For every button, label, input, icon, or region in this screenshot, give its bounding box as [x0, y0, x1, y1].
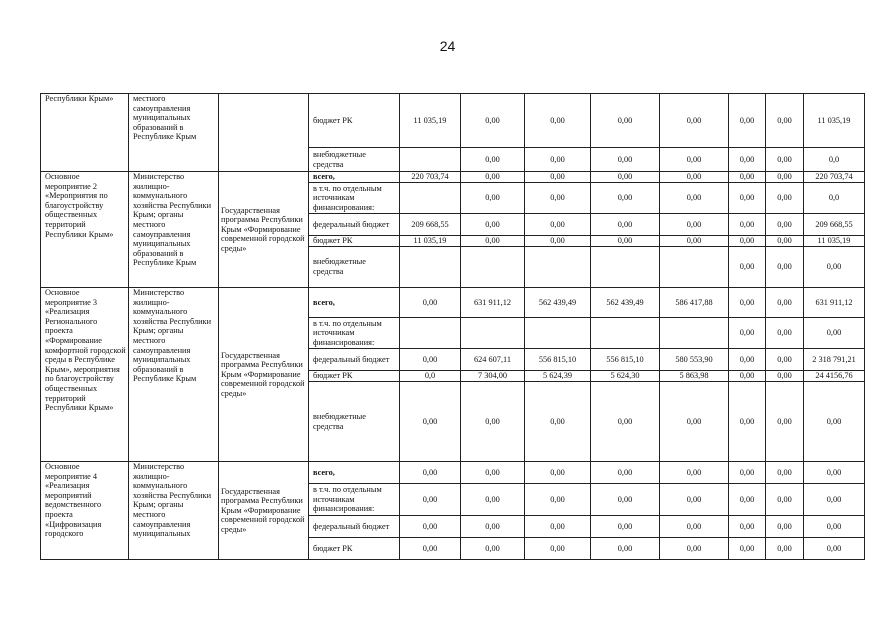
amount-cell: 0,00 — [461, 214, 525, 236]
amount-cell: 0,00 — [461, 538, 525, 560]
amount-cell: 0,00 — [729, 462, 766, 484]
event-name-cell: Основное мероприятие 4 «Реализация мероприятий ведомственного проекта «Цифровизация городского — [41, 462, 129, 560]
amount-cell: 5 863,98 — [660, 371, 729, 382]
amount-cell: 580 553,90 — [660, 349, 729, 371]
amount-cell: 0,00 — [766, 236, 804, 247]
amount-cell: 5 624,39 — [525, 371, 591, 382]
amount-cell — [660, 247, 729, 288]
amount-cell: 0,00 — [729, 247, 766, 288]
amount-cell — [591, 247, 660, 288]
responsible-cell: Министерство жилищно-коммунального хозяйства Республики Крым; органы местного самоуправления муниципальных образований в Республике Крым — [129, 288, 219, 462]
amount-cell: 0,00 — [400, 538, 461, 560]
amount-cell: 0,00 — [766, 183, 804, 214]
amount-cell: 562 439,49 — [525, 288, 591, 318]
amount-cell — [591, 318, 660, 349]
amount-cell: 556 815,10 — [591, 349, 660, 371]
amount-cell: 586 417,88 — [660, 288, 729, 318]
amount-cell: 0,00 — [591, 148, 660, 172]
funding-source-cell: бюджет РК — [309, 236, 400, 247]
amount-cell: 0,00 — [525, 484, 591, 516]
amount-cell: 0,00 — [729, 538, 766, 560]
event-name-cell: Основное мероприятие 2 «Мероприятия по благоустройству общественных территорий Республики Крым» — [41, 172, 129, 288]
amount-cell: 0,00 — [766, 148, 804, 172]
amount-cell — [660, 318, 729, 349]
amount-cell: 624 607,11 — [461, 349, 525, 371]
page-number: 24 — [439, 38, 456, 54]
amount-cell: 0,00 — [461, 94, 525, 148]
amount-cell — [400, 247, 461, 288]
amount-cell: 0,00 — [766, 484, 804, 516]
amount-cell: 631 911,12 — [461, 288, 525, 318]
amount-cell: 0,00 — [766, 172, 804, 183]
amount-cell: 209 668,55 — [804, 214, 865, 236]
funding-source-cell: в т.ч. по отдельным источникам финансирования: — [309, 318, 400, 349]
amount-cell: 209 668,55 — [400, 214, 461, 236]
amount-cell: 0,00 — [660, 148, 729, 172]
amount-cell: 0,00 — [660, 183, 729, 214]
amount-cell: 24 4156,76 — [804, 371, 865, 382]
amount-cell: 0,00 — [525, 538, 591, 560]
amount-cell: 0,00 — [729, 349, 766, 371]
amount-cell: 0,00 — [766, 214, 804, 236]
amount-cell: 0,00 — [804, 382, 865, 462]
table-row — [41, 94, 865, 148]
amount-cell: 0,00 — [591, 462, 660, 484]
table-row — [41, 288, 865, 318]
amount-cell: 0,00 — [660, 516, 729, 538]
amount-cell: 0,00 — [591, 214, 660, 236]
amount-cell: 11 035,19 — [804, 236, 865, 247]
funding-source-cell: бюджет РК — [309, 371, 400, 382]
amount-cell: 11 035,19 — [400, 236, 461, 247]
amount-cell: 0,00 — [400, 516, 461, 538]
amount-cell: 0,00 — [729, 236, 766, 247]
amount-cell: 0,00 — [400, 349, 461, 371]
amount-cell: 0,00 — [660, 94, 729, 148]
funding-source-cell: всего, — [309, 172, 400, 183]
amount-cell: 0,00 — [525, 172, 591, 183]
amount-cell: 0,00 — [660, 236, 729, 247]
amount-cell: 0,00 — [461, 172, 525, 183]
amount-cell: 0,00 — [525, 183, 591, 214]
amount-cell: 0,00 — [525, 214, 591, 236]
amount-cell: 0,00 — [660, 214, 729, 236]
amount-cell — [525, 247, 591, 288]
amount-cell: 0,00 — [729, 516, 766, 538]
amount-cell: 562 439,49 — [591, 288, 660, 318]
funding-source-cell: внебюджетные средства — [309, 148, 400, 172]
amount-cell: 0,00 — [461, 462, 525, 484]
amount-cell: 0,00 — [804, 484, 865, 516]
amount-cell: 0,00 — [400, 382, 461, 462]
table-row — [41, 462, 865, 484]
funding-source-cell: в т.ч. по отдельным источникам финансирования: — [309, 183, 400, 214]
amount-cell: 0,00 — [461, 516, 525, 538]
amount-cell: 0,00 — [729, 382, 766, 462]
responsible-cell: местного самоуправления муниципальных образований в Республике Крым — [129, 94, 219, 172]
amount-cell: 0,00 — [766, 462, 804, 484]
funding-source-cell: внебюджетные средства — [309, 247, 400, 288]
amount-cell: 0,00 — [400, 484, 461, 516]
amount-cell: 0,00 — [766, 382, 804, 462]
amount-cell: 0,00 — [525, 462, 591, 484]
program-cell — [219, 94, 309, 172]
amount-cell: 0,00 — [729, 183, 766, 214]
program-cell: Государственная программа Республики Крым «Формирование современной городской среды» — [219, 172, 309, 288]
amount-cell: 5 624,30 — [591, 371, 660, 382]
funding-source-cell: федеральный бюджет — [309, 214, 400, 236]
amount-cell: 0,00 — [804, 247, 865, 288]
amount-cell: 0,00 — [804, 538, 865, 560]
amount-cell: 0,00 — [525, 382, 591, 462]
amount-cell: 0,00 — [766, 318, 804, 349]
amount-cell: 0,00 — [729, 288, 766, 318]
funding-source-cell: всего, — [309, 288, 400, 318]
amount-cell: 0,00 — [729, 172, 766, 183]
amount-cell: 0,00 — [729, 94, 766, 148]
responsible-cell: Министерство жилищно-коммунального хозяйства Республики Крым; органы местного самоуправления муниципальных — [129, 462, 219, 560]
amount-cell: 0,00 — [461, 382, 525, 462]
amount-cell: 0,00 — [766, 349, 804, 371]
amount-cell: 0,00 — [766, 94, 804, 148]
amount-cell: 0,00 — [660, 484, 729, 516]
amount-cell — [461, 318, 525, 349]
funding-source-cell: бюджет РК — [309, 94, 400, 148]
funding-source-cell: внебюджетные средства — [309, 382, 400, 462]
amount-cell: 7 304,00 — [461, 371, 525, 382]
amount-cell: 0,00 — [729, 318, 766, 349]
amount-cell: 220 703,74 — [804, 172, 865, 183]
event-name-cell: Основное мероприятие 3 «Реализация Регионального проекта «Формирование комфортной городской среды в Республике Крым», мероприятия по благоустройству общественных территорий Республики Крым» — [41, 288, 129, 462]
amount-cell: 0,00 — [400, 462, 461, 484]
amount-cell: 0,00 — [591, 382, 660, 462]
amount-cell — [400, 183, 461, 214]
amount-cell: 0,00 — [400, 288, 461, 318]
amount-cell: 0,00 — [525, 94, 591, 148]
amount-cell: 0,00 — [766, 538, 804, 560]
amount-cell: 0,00 — [729, 484, 766, 516]
amount-cell: 0,00 — [804, 462, 865, 484]
funding-source-cell: федеральный бюджет — [309, 516, 400, 538]
amount-cell: 0,00 — [525, 516, 591, 538]
funding-source-cell: в т.ч. по отдельным источникам финансирования: — [309, 484, 400, 516]
program-cell: Государственная программа Республики Крым «Формирование современной городской среды» — [219, 462, 309, 560]
amount-cell: 220 703,74 — [400, 172, 461, 183]
amount-cell: 0,00 — [766, 247, 804, 288]
amount-cell: 0,00 — [461, 484, 525, 516]
amount-cell — [461, 247, 525, 288]
amount-cell: 0,00 — [591, 172, 660, 183]
amount-cell: 0,00 — [660, 462, 729, 484]
amount-cell: 0,0 — [804, 148, 865, 172]
amount-cell: 0,00 — [804, 318, 865, 349]
amount-cell — [400, 318, 461, 349]
amount-cell: 0,00 — [591, 516, 660, 538]
amount-cell: 631 911,12 — [804, 288, 865, 318]
amount-cell: 0,00 — [729, 214, 766, 236]
amount-cell — [400, 148, 461, 172]
amount-cell: 0,0 — [804, 183, 865, 214]
table-row — [41, 172, 865, 183]
amount-cell: 556 815,10 — [525, 349, 591, 371]
amount-cell: 11 035,19 — [804, 94, 865, 148]
budget-table — [40, 93, 865, 560]
amount-cell: 0,00 — [591, 484, 660, 516]
amount-cell: 0,00 — [591, 94, 660, 148]
amount-cell: 0,00 — [461, 236, 525, 247]
amount-cell: 0,00 — [461, 183, 525, 214]
amount-cell: 0,00 — [804, 516, 865, 538]
funding-source-cell: федеральный бюджет — [309, 349, 400, 371]
amount-cell: 0,00 — [525, 236, 591, 247]
amount-cell: 0,0 — [400, 371, 461, 382]
amount-cell: 0,00 — [525, 148, 591, 172]
funding-source-cell: всего, — [309, 462, 400, 484]
amount-cell — [525, 318, 591, 349]
amount-cell: 0,00 — [591, 183, 660, 214]
amount-cell: 0,00 — [766, 516, 804, 538]
amount-cell: 0,00 — [766, 371, 804, 382]
amount-cell: 0,00 — [660, 172, 729, 183]
amount-cell: 0,00 — [729, 148, 766, 172]
funding-source-cell: бюджет РК — [309, 538, 400, 560]
amount-cell: 0,00 — [660, 538, 729, 560]
amount-cell: 0,00 — [591, 236, 660, 247]
program-cell: Государственная программа Республики Крым «Формирование современной городской среды» — [219, 288, 309, 462]
amount-cell: 0,00 — [766, 288, 804, 318]
event-name-cell: Республики Крым» — [41, 94, 129, 172]
responsible-cell: Министерство жилищно-коммунального хозяйства Республики Крым; органы местного самоуправления муниципальных образований в Республике Крым — [129, 172, 219, 288]
amount-cell: 0,00 — [660, 382, 729, 462]
amount-cell: 0,00 — [729, 371, 766, 382]
amount-cell: 0,00 — [591, 538, 660, 560]
amount-cell: 0,00 — [461, 148, 525, 172]
amount-cell: 2 318 791,21 — [804, 349, 865, 371]
amount-cell: 11 035,19 — [400, 94, 461, 148]
